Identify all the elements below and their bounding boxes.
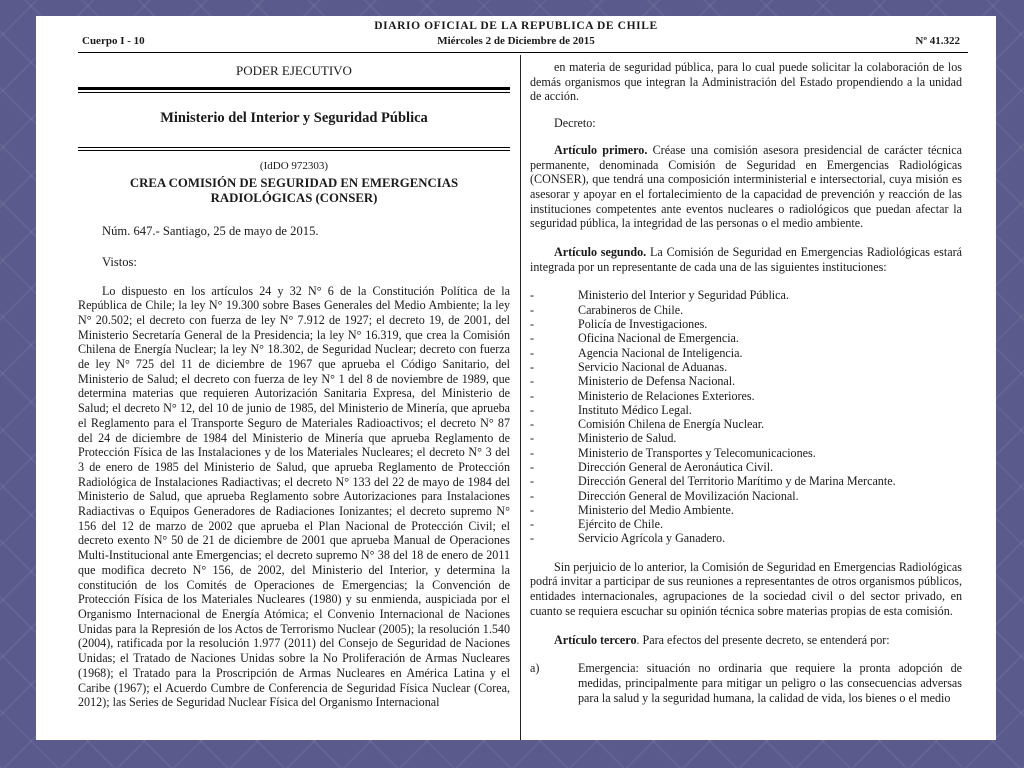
institution-item: [530, 531, 962, 545]
institution-name: Carabineros de Chile.: [578, 302, 684, 317]
continuation-paragraph: en materia de seguridad pública, para lo cual puede solicitar la colaboración de los demás organismos que integran la Administración del Estado propendiendo a la unidad de acción.: [530, 60, 962, 104]
ministry-heading: Ministerio del Interior y Seguridad Pública: [160, 109, 428, 126]
list-dash: -: [530, 431, 535, 446]
list-dash: -: [530, 331, 535, 346]
institution-item: [530, 460, 962, 474]
iddo-code: (IdDO 972303): [259, 160, 329, 173]
list-dash: -: [530, 417, 535, 432]
item-a-text: Emergencia: situación no ordinaria que requiere la pronta adopción de medidas, principalmente para mitigar un peligro o las consecuencias adversas para la salud y la seguridad humana, la calidad de vida, los bienes o el medio: [578, 661, 962, 705]
institution-item: [530, 317, 962, 331]
decreto-heading: Decreto:: [554, 116, 596, 131]
institution-name: Oficina Nacional de Emergencia.: [578, 331, 739, 346]
item-a-letter: a): [530, 661, 540, 676]
institution-name: Ejército de Chile.: [578, 517, 663, 532]
list-dash: -: [530, 374, 535, 389]
institution-name: Dirección General del Territorio Marítimo y de Marina Mercante.: [578, 474, 896, 489]
thick-rule: [78, 87, 510, 93]
decree-number: Núm. 647.- Santiago, 25 de mayo de 2015.: [102, 224, 319, 239]
institution-item: [530, 374, 962, 388]
institution-name: Ministerio de Relaciones Exteriores.: [578, 388, 755, 403]
article-two-label: Artículo segundo.: [554, 245, 647, 260]
left-column: [78, 60, 510, 710]
list-dash: -: [530, 474, 535, 489]
list-dash: -: [530, 359, 535, 374]
institution-item: [530, 346, 962, 360]
issue-number: Nº 41.322: [915, 35, 960, 47]
institution-item: [530, 360, 962, 374]
institution-name: Ministerio del Medio Ambiente.: [578, 502, 734, 517]
list-dash: -: [530, 445, 535, 460]
issue-date: Miércoles 2 de Diciembre de 2015: [437, 35, 595, 47]
institution-name: Agencia Nacional de Inteligencia.: [578, 345, 743, 360]
list-dash: -: [530, 288, 535, 303]
double-rule: [78, 147, 510, 151]
sin-perjuicio-paragraph: Sin perjuicio de lo anterior, la Comisión de Seguridad en Emergencias Radiológicas podrá invitar a participar de sus reuniones a representantes de otros organismos públicos, entidades internacionales, agrupaciones de la sociedad civil o del sector privado, en cuanto se requiera escuchar su opinión técnica sobre materias propias de esta comisión.: [530, 559, 962, 618]
vistos-paragraph: Lo dispuesto en los artículos 24 y 32 N° 6 de la Constitución Política de la República de Chile; la ley N° 19.300 sobre Bases Generales del Medio Ambiente; la ley N° 20.502; el decreto con fuerza de ley N° 7.912 de 1927; el decreto 19, de 2001, del Ministerio Secretaría General de la Presidencia; la ley N° 16.319, que crea la Comisión Chilena de Energía Nuclear; la ley N° 18.302, de Seguridad Nuclear; decreto con fuerza de ley N° 725 del 11 de diciembre de 1967 que aprueba el Código Sanitario, del Ministerio de Salud; el decreto con fuerza de ley N° 1 del 8 de noviembre de 1989, que determina materias que requieren Autorización Sanitaria Expresa, del Ministerio de Salud; el decreto N° 12, del 10 de junio de 1985, del Ministerio de Minería, que aprueba el Reglamento para el Transporte Seguro de Materiales Radioactivos; el decreto N° 87 del 24 de diciembre de 1984 del Ministerio de Minería que aprueba Reglamento de Protección Física de las Instalaciones y de los Materiales Nucleares; el decreto N° 3 del 3 de enero de 1985 del Ministerio de Salud, que aprueba Reglamento de Protección Radiológica de Instalaciones Radiactivas; el decreto N° 133 del 22 de mayo de 1984 del Ministerio de Salud, que aprueba Reglamento sobre Autorizaciones para Instalaciones Radiactivas o Equipos Generadores de Radiaciones Ionizantes; el decreto supremo N° 156 del 12 de marzo de 2002 que aprueba el Plan Nacional de Protección Civil; el decreto exento N° 50 de 21 de diciembre de 2001 que aprueba Manual de Operaciones Multi-Institucional ante Emergencias; el decreto supremo N° 38 del 18 de enero de 2011 que modifica decreto N° 156, de 2002, del Ministerio del Interior, y determina la constitución de los Comités de Operaciones de Emergencias; la Convención de Protección Física de los Materiales Nucleares (1980) y su enmienda, auspiciada por el Organismo Internacional de Energía Atómica; el Convenio Internacional de Naciones Unidas para la Represión de los Actos de Terrorismo Nuclear (2005); la resolución 1.540 (2004), ratificada por la resolución 1.977 (2011) del Consejo de Seguridad de Naciones Unidas; el Tratado de Naciones Unidas sobre la No Proliferación de Armas Nucleares (1968); el Tratado para la Proscripción de Armas Nucleares en América Latina y el Caribe (1967); el Acuerdo Cumbre de Conferencia de Seguridad Física Nuclear (Corea, 2012); las Series de Seguridad Nuclear Física del Organismo Internacional: [78, 283, 510, 710]
institution-item: [530, 403, 962, 417]
article-one-text: Créase una comisión asesora presidencial de carácter técnica permanente, denominada Comisión de Seguridad en Emergencias Radiológicas (CONSER), que tendrá una composición interministerial e intersectorial, cuya misión es asesorar y apoyar en el fortalecimiento de la capacidad de prevención y reacción de las instituciones competentes ante eventos nucleares o radiológicos que puedan afectar la seguridad pública, la integridad de las personas o el medio ambiente.: [530, 142, 962, 231]
institution-name: Servicio Agrícola y Ganadero.: [578, 531, 726, 546]
list-dash: -: [530, 402, 535, 417]
article-three: [530, 633, 962, 648]
column-divider: [520, 55, 521, 740]
list-dash: -: [530, 502, 535, 517]
list-dash: -: [530, 345, 535, 360]
institution-name: Comisión Chilena de Energía Nuclear.: [578, 417, 765, 432]
list-dash: -: [530, 302, 535, 317]
institution-name: Dirección General de Movilización Nacional.: [578, 488, 799, 503]
institution-name: Policía de Investigaciones.: [578, 317, 708, 332]
institution-item: [530, 474, 962, 488]
article-two-text: La Comisión de Seguridad en Emergencias Radiológicas estará integrada por un representante de cada una de las siguientes instituciones:: [530, 245, 962, 274]
institution-name: Ministerio de Salud.: [578, 431, 677, 446]
section-label: Cuerpo I - 10: [82, 35, 145, 47]
article-three-label: Artículo tercero: [554, 632, 637, 647]
institution-item: [530, 446, 962, 460]
right-column: [530, 60, 962, 705]
vistos-heading: Vistos:: [102, 254, 137, 269]
institution-item: [530, 489, 962, 503]
institution-name: Instituto Médico Legal.: [578, 402, 692, 417]
list-dash: -: [530, 517, 535, 532]
list-dash: -: [530, 317, 535, 332]
list-dash: -: [530, 531, 535, 546]
definition-item-a: [530, 661, 962, 705]
article-two: [530, 245, 962, 274]
list-dash: -: [530, 460, 535, 474]
institution-name: Dirección General de Aeronáutica Civil.: [578, 460, 774, 474]
list-dash: -: [530, 488, 535, 503]
institution-item: [530, 503, 962, 517]
section-heading: PODER EJECUTIVO: [236, 63, 352, 78]
institution-name: Ministerio de Defensa Nacional.: [578, 374, 736, 389]
document-page: [36, 16, 996, 740]
institution-item: [530, 389, 962, 403]
institution-name: Servicio Nacional de Aduanas.: [578, 359, 728, 374]
institution-item: [530, 417, 962, 431]
institution-item: [530, 331, 962, 345]
article-one: [530, 143, 962, 231]
header-rule: [78, 52, 968, 53]
institution-item: [530, 517, 962, 531]
list-dash: -: [530, 388, 535, 403]
article-one-label: Artículo primero.: [554, 142, 648, 157]
institution-item: [530, 288, 962, 302]
gazette-header: [36, 16, 996, 56]
decree-title: CREA COMISIÓN DE SEGURIDAD EN EMERGENCIAS RADIOLÓGICAS (CONSER): [129, 176, 459, 206]
article-three-text: . Para efectos del presente decreto, se entenderá por:: [636, 632, 890, 647]
institution-item: [530, 431, 962, 445]
institution-list: [530, 288, 962, 545]
institution-name: Ministerio del Interior y Seguridad Pública.: [578, 288, 789, 303]
gazette-title: DIARIO OFICIAL DE LA REPUBLICA DE CHILE: [374, 20, 658, 32]
institution-name: Ministerio de Transportes y Telecomunicaciones.: [578, 445, 816, 460]
institution-item: [530, 303, 962, 317]
